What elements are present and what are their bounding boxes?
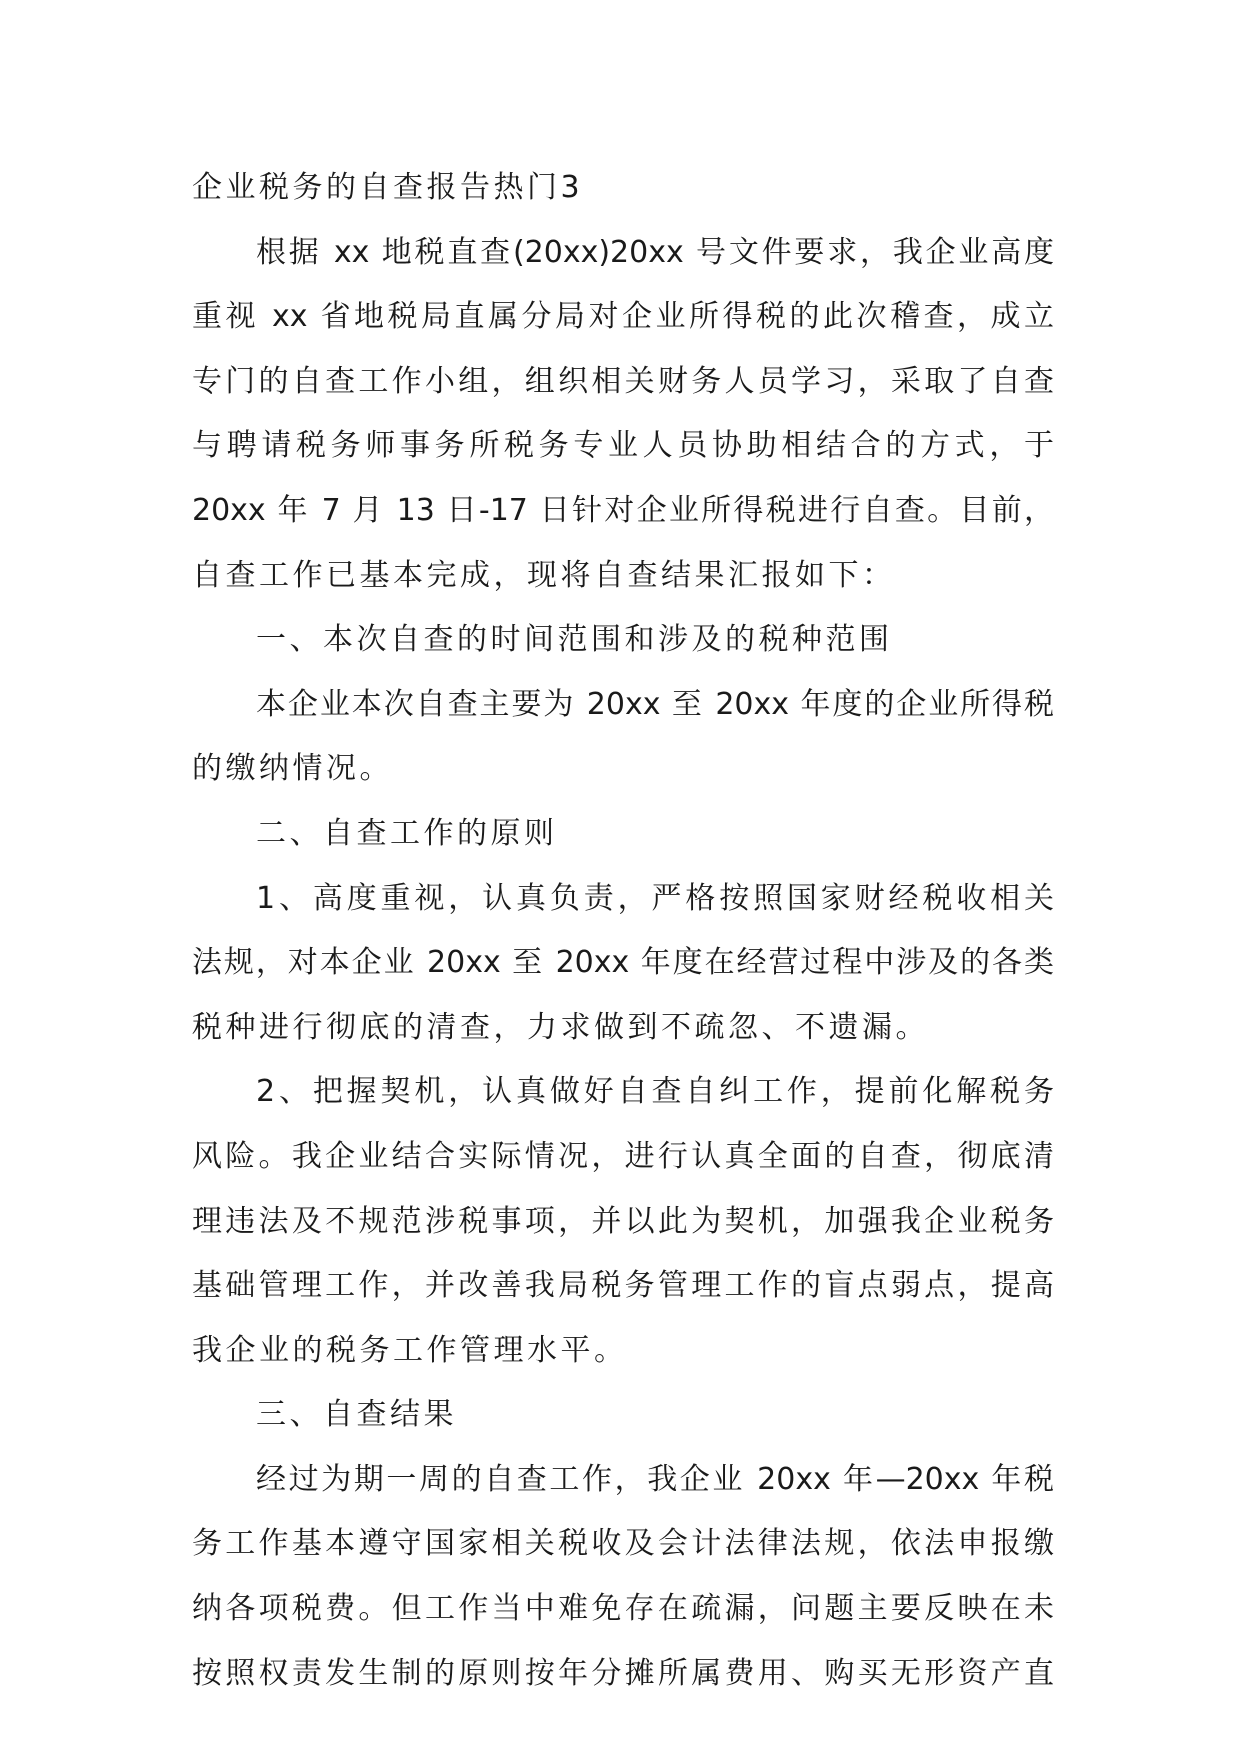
- paragraph-line: 重视 xx 省地税局直属分局对企业所得税的此次稽查，成立: [192, 299, 1054, 335]
- section-heading: 二、自查工作的原则: [256, 815, 558, 851]
- paragraph-line: 专门的自查工作小组，组织相关财务人员学习，采取了自查: [192, 363, 1054, 399]
- paragraph-line: 自查工作已基本完成，现将自查结果汇报如下：: [192, 557, 896, 593]
- paragraph-line: 按照权责发生制的原则按年分摊所属费用、购买无形资产直: [192, 1655, 1054, 1691]
- paragraph-line: 本企业本次自查主要为 20xx 至 20xx 年度的企业所得税: [256, 686, 1054, 722]
- section-heading: 三、自查结果: [256, 1397, 457, 1433]
- paragraph-line: 法规，对本企业 20xx 至 20xx 年度在经营过程中涉及的各类: [192, 945, 1054, 981]
- paragraph-line: 20xx 年 7 月 13 日-17 日针对企业所得税进行自查。目前，: [192, 492, 1054, 528]
- document-title: 企业税务的自查报告热门3: [192, 170, 584, 205]
- paragraph-line: 2、把握契机，认真做好自查自纠工作，提前化解税务: [256, 1074, 1054, 1110]
- paragraph-line: 纳各项税费。但工作当中难免存在疏漏，问题主要反映在未: [192, 1591, 1054, 1627]
- section-heading: 一、本次自查的时间范围和涉及的税种范围: [256, 622, 893, 658]
- paragraph-line: 的缴纳情况。: [192, 751, 393, 787]
- document-body: [192, 156, 1054, 1706]
- paragraph-line: 我企业的税务工作管理水平。: [192, 1332, 628, 1368]
- paragraph-line: 务工作基本遵守国家相关税收及会计法律法规，依法申报缴: [192, 1526, 1054, 1562]
- paragraph-line: 基础管理工作，并改善我局税务管理工作的盲点弱点，提高: [192, 1268, 1054, 1304]
- paragraph-line: 税种进行彻底的清查，力求做到不疏忽、不遗漏。: [192, 1009, 929, 1045]
- paragraph-line: 与聘请税务师事务所税务专业人员协助相结合的方式，于: [192, 428, 1054, 464]
- paragraph-line: 根据 xx 地税直查(20xx)20xx 号文件要求，我企业高度: [256, 234, 1054, 270]
- paragraph-line: 1、高度重视，认真负责，严格按照国家财经税收相关: [256, 880, 1054, 916]
- paragraph-line: 风险。我企业结合实际情况，进行认真全面的自查，彻底清: [192, 1138, 1054, 1174]
- paragraph-line: 经过为期一周的自查工作，我企业 20xx 年—20xx 年税: [256, 1461, 1054, 1497]
- paragraph-line: 理违法及不规范涉税事项，并以此为契机，加强我企业税务: [192, 1203, 1054, 1239]
